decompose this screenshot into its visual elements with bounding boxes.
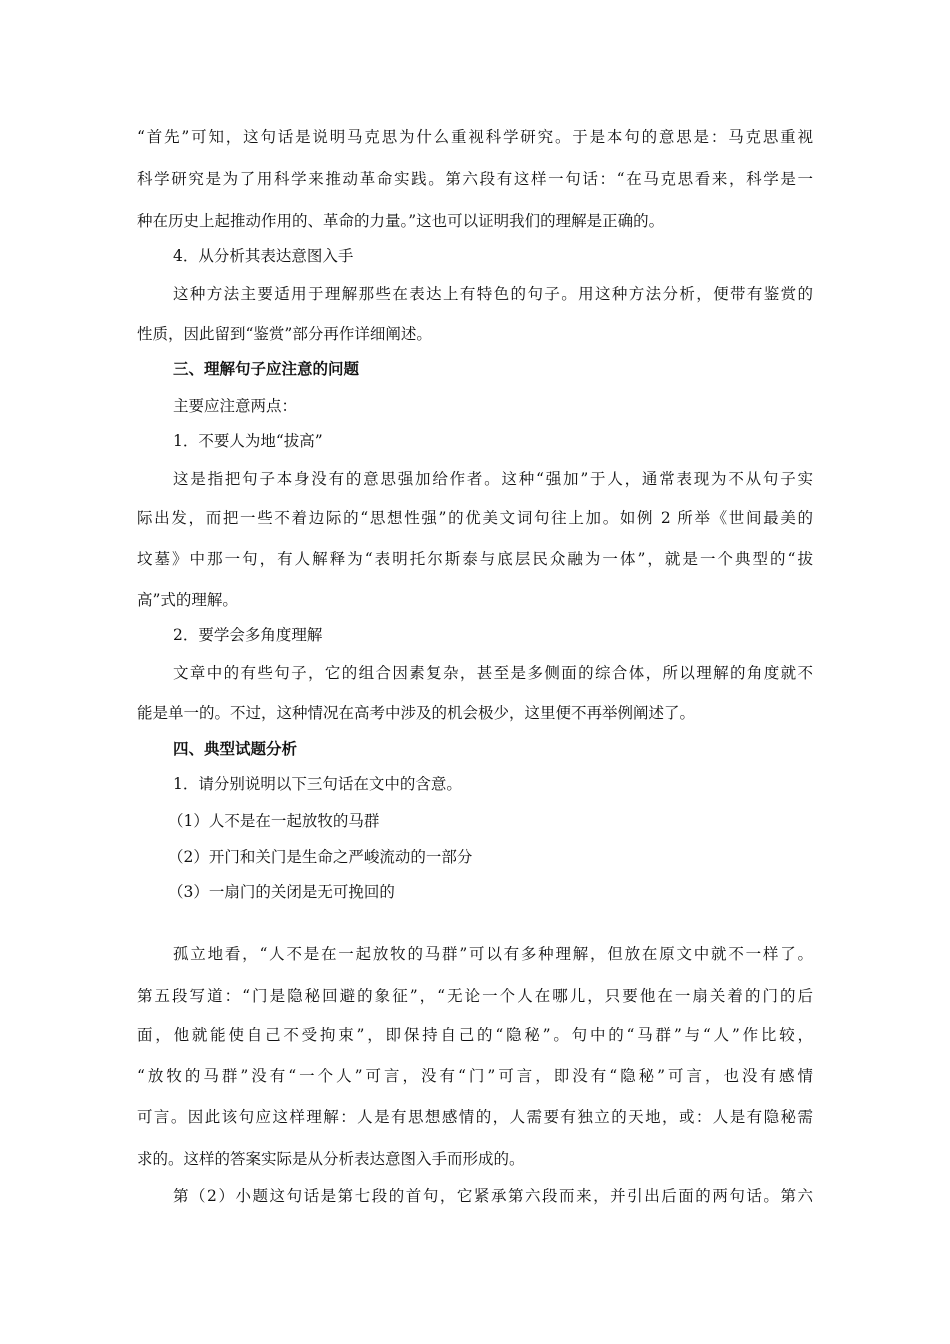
question-item: （3）一扇门的关闭是无可挽回的 (168, 883, 395, 901)
text-line: 坟墓》中那一句，有人解释为“表明托尔斯泰与底层民众融为一体”，就是一个典型的“拔 (137, 550, 813, 568)
question-line: 1．请分别说明以下三句话在文中的含意。 (173, 775, 462, 793)
text-line: 可言。因此该句应这样理解：人是有思想感情的，人需要有独立的天地，或：人是有隐秘需 (137, 1108, 813, 1126)
text-line: 这是指把句子本身没有的意思强加给作者。这种“强加”于人，通常表现为不从句子实 (173, 470, 813, 488)
text-line: 种在历史上起推动作用的、革命的力量。”这也可以证明我们的理解是正确的。 (137, 212, 665, 230)
question-item: （1）人不是在一起放牧的马群 (168, 812, 380, 830)
list-heading: 4．从分析其表达意图入手 (173, 247, 354, 265)
text-line: 求的。这样的答案实际是从分析表达意图入手而形成的。 (137, 1150, 525, 1168)
text-line: 高”式的理解。 (137, 591, 238, 609)
section-heading: 三、理解句子应注意的问题 (173, 359, 360, 378)
text-line: 这种方法主要适用于理解那些在表达上有特色的句子。用这种方法分析，便带有鉴赏的 (173, 285, 813, 303)
text-line: 第五段写道：“门是隐秘回避的象征”，“无论一个人在哪儿，只要他在一扇关着的门的后 (137, 987, 813, 1005)
text-line: 孤立地看，“人不是在一起放牧的马群”可以有多种理解，但放在原文中就不一样了。 (173, 945, 813, 963)
text-line: 面，他就能使自己不受拘束”，即保持自己的“隐秘”。句中的“马群”与“人”作比较， (137, 1026, 813, 1044)
list-heading: 1．不要人为地“拔高” (173, 432, 323, 450)
section-heading: 四、典型试题分析 (173, 739, 298, 758)
text-line: 文章中的有些句子，它的组合因素复杂，甚至是多侧面的综合体，所以理解的角度就不 (173, 664, 813, 682)
text-line: 际出发，而把一些不着边际的“思想性强”的优美文词句往上加。如例 2 所举《世间最美的 (137, 509, 813, 527)
text-line: 第（2）小题这句话是第七段的首句，它紧承第六段而来，并引出后面的两句话。第六 (173, 1187, 813, 1205)
list-heading: 2．要学会多角度理解 (173, 626, 323, 644)
text-line: 科学研究是为了用科学来推动革命实践。第六段有这样一句话：“在马克思看来，科学是一 (137, 170, 813, 188)
question-item: （2）开门和关门是生命之严峻流动的一部分 (168, 848, 473, 866)
text-line: 主要应注意两点： (173, 397, 298, 415)
text-line: 性质，因此留到“鉴赏”部分再作详细阐述。 (137, 325, 432, 343)
text-line: “首先”可知，这句话是说明马克思为什么重视科学研究。于是本句的意思是：马克思重视 (137, 128, 813, 146)
text-line: 能是单一的。不过，这种情况在高考中涉及的机会极少，这里便不再举例阐述了。 (137, 704, 696, 722)
text-line: “放牧的马群”没有“一个人”可言，没有“门”可言，即没有“隐秘”可言，也没有感情 (137, 1067, 813, 1085)
